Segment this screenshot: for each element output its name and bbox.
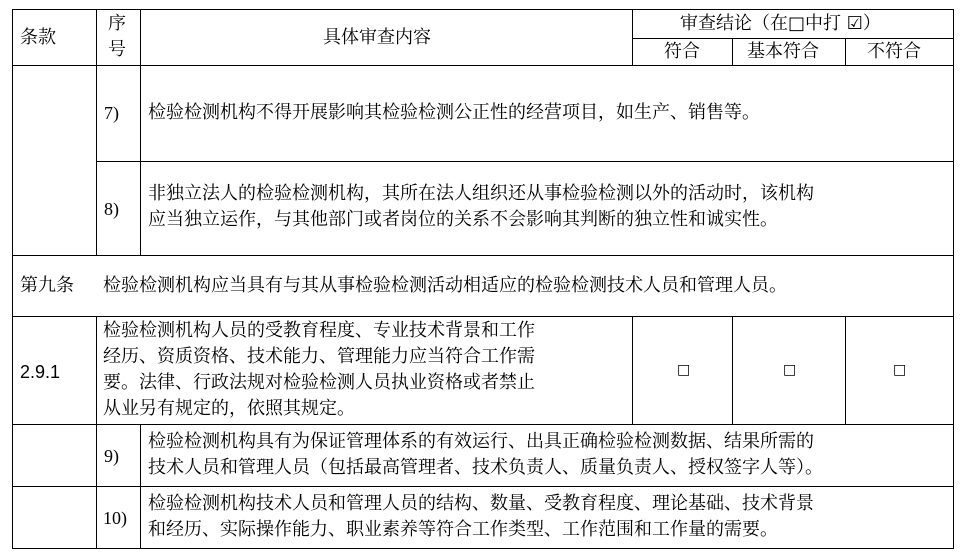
row-content-line: 技术人员和管理人员（包括最高管理者、技术负责人、质量负责人、授权签字人等）。 [148,457,823,478]
checkbox-meets[interactable]: □ [677,362,691,378]
col-divider [732,316,733,425]
col-divider [845,38,846,66]
row-content-line: 应当独立运作，与其他部门或者岗位的关系不会影响其判断的独立性和诚实性。 [148,209,778,230]
header-col-basic: 基本符合 [747,41,819,62]
row-content-line: 要。法律、行政法规对检验检测人员执业资格或者禁止 [103,372,535,393]
col-divider [632,316,633,425]
header-col-meets: 符合 [664,41,700,62]
row-content-line: 检验检测机构人员的受教育程度、专业技术背景和工作 [103,320,535,341]
col-divider [845,316,846,425]
row-content-line: 检验检测机构具有为保证管理体系的有效运行、出具正确检验检测数据、结果所需的 [148,431,814,452]
row-content-line: 检验检测机构应当具有与其从事检验检测活动相适应的检验检测技术人员和管理人员。 [103,275,787,296]
row-divider [96,161,954,162]
row-seq: 10) [103,508,127,528]
col-divider [632,9,633,66]
row-seq: 7) [104,103,119,123]
header-seq-line1: 序 [108,13,126,34]
row-divider [12,424,954,425]
header-seq-line2: 号 [108,39,126,60]
row-content-line: 经历、资质资格、技术能力、管理能力应当符合工作需 [103,346,535,367]
row-content-line: 非独立法人的检验检测机构，其所在法人组织还从事检验检测以外的活动时，该机构 [148,183,814,204]
header-content: 具体审查内容 [323,27,431,48]
table-border-left [12,9,13,549]
header-col-not: 不符合 [867,41,921,62]
checkbox-basic[interactable]: □ [783,362,797,378]
row-content-line: 和经历、实际操作能力、职业素养等符合工作类型、工作范围和工作量的需要。 [148,519,778,540]
header-clause: 条款 [20,27,56,48]
header-conclusion: 审查结论（在□中打 ☑） [680,13,881,34]
row-seq: 9) [104,446,119,466]
row-divider [12,486,954,487]
table-border-right [953,9,954,549]
col-divider [140,424,141,549]
table-border-bottom [12,548,954,549]
row-content-line: 从业另有规定的，依照其规定。 [103,398,355,419]
col-divider [140,9,141,256]
row-content-line: 检验检测机构不得开展影响其检验检测公正性的经营项目，如生产、销售等。 [148,102,760,123]
row-clause: 第九条 [20,275,74,296]
row-seq: 8) [104,199,119,219]
col-divider [96,9,97,256]
row-content-line: 检验检测机构技术人员和管理人员的结构、数量、受教育程度、理论基础、技术背景 [148,493,814,514]
col-divider [732,38,733,66]
checkbox-not[interactable]: □ [893,362,907,378]
row-divider [12,255,954,256]
col-divider [96,316,97,549]
row-clause: 2.9.1 [20,362,61,382]
